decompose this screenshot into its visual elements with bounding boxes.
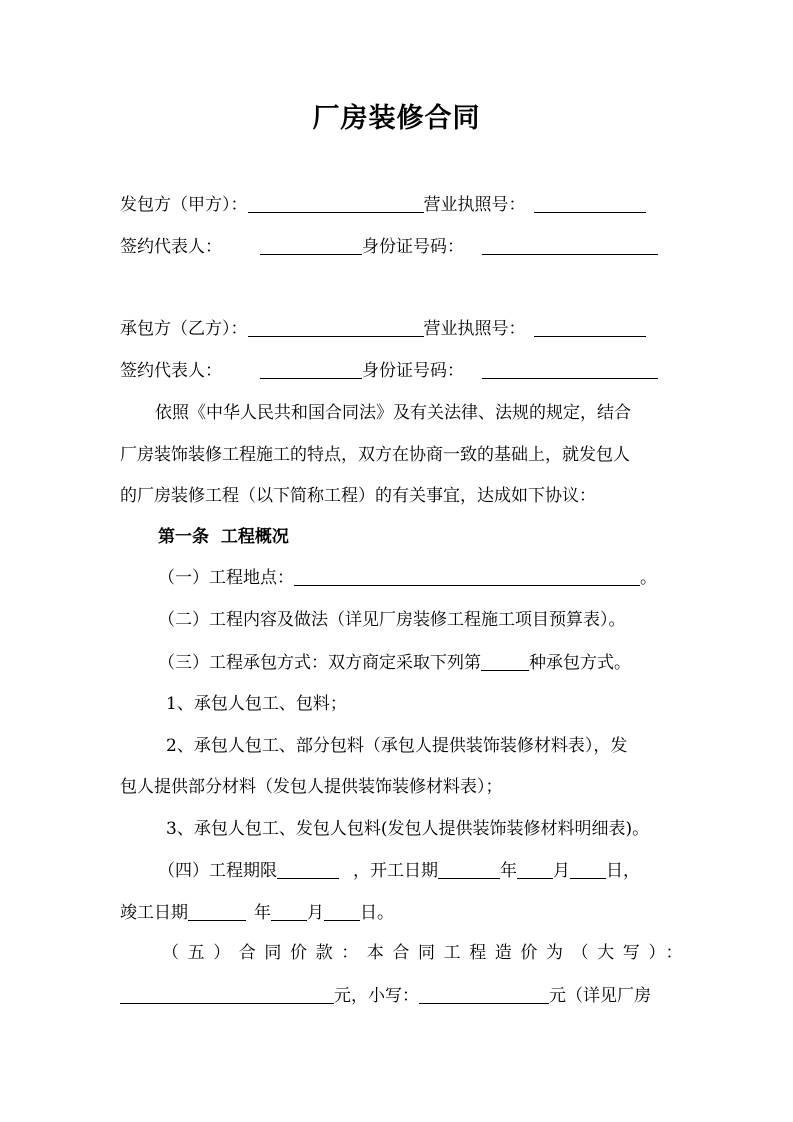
option-3: 3、承包人包工、发包人包料(发包人提供装饰装修材料明细表)。 — [166, 819, 650, 839]
article-1-heading: 第一条 工程概况 — [158, 527, 289, 547]
party-a-license-field[interactable] — [534, 194, 646, 213]
preamble-line-2: 厂房装饰装修工程施工的特点，双方在协商一致的基础上，就发包人 — [120, 445, 630, 465]
item-1-end: 。 — [640, 568, 657, 588]
party-a-license-label: 营业执照号： — [423, 195, 526, 215]
party-a-name-field[interactable] — [248, 194, 424, 213]
option-2-line-1: 2、承包人包工、部分包料（承包人提供装饰装修材料表），发 — [166, 736, 628, 756]
item-5: （五）合同价款：本合同工程造价为（大写）： — [162, 943, 692, 963]
price-tail: 元（详见厂房 — [549, 986, 651, 1006]
party-a-row — [120, 190, 646, 215]
item-3-pre: （三）工程承包方式：双方商定采取下列第 — [158, 653, 481, 673]
party-b-id-label: 身份证号码： — [362, 361, 464, 381]
option-2-line-2: 包人提供部分材料（发包人提供装饰装修材料表）； — [120, 777, 503, 797]
contract-type-field[interactable] — [481, 652, 529, 671]
start-year-field[interactable] — [438, 860, 500, 879]
finish-year-field[interactable] — [188, 902, 246, 921]
party-b-rep-label: 签约代表人： — [120, 361, 222, 381]
party-b-rep-field[interactable] — [260, 360, 362, 379]
start-day-unit: 日， — [606, 861, 640, 881]
finish-month-unit: 月 — [307, 903, 324, 923]
preamble-line-1: 依照《中华人民共和国合同法》及有关法律、法规的规定，结合 — [155, 403, 631, 423]
start-day-field[interactable] — [570, 860, 606, 879]
party-a-id-label: 身份证号码： — [362, 237, 464, 257]
project-location-field[interactable] — [294, 567, 640, 586]
price-small-label: 元，小写： — [334, 986, 419, 1006]
item-2: （二）工程内容及做法（详见厂房装修工程施工项目预算表）。 — [158, 610, 626, 630]
document-title: 厂房装修合同 — [312, 103, 481, 134]
party-a-rep-label: 签约代表人： — [120, 237, 222, 257]
party-a-rep-field[interactable] — [260, 236, 362, 255]
party-b-name-field[interactable] — [248, 318, 424, 337]
finish-year-unit: 年 — [254, 903, 271, 923]
finish-day-unit: 日。 — [360, 903, 394, 923]
party-b-license-label: 营业执照号： — [423, 319, 526, 339]
party-b-rep-row — [120, 356, 658, 381]
party-a-label: 发包方（甲方）： — [120, 195, 248, 215]
party-a-rep-row — [120, 232, 658, 257]
price-number-field[interactable] — [419, 985, 549, 1004]
item-4-label: （四）工程期限 — [158, 861, 277, 881]
party-b-row — [120, 314, 646, 339]
party-b-id-field[interactable] — [482, 360, 658, 379]
price-row — [120, 981, 651, 1006]
start-year-unit: 年 — [500, 861, 517, 881]
party-b-label: 承包方（乙方）： — [120, 319, 248, 339]
finish-date-row — [120, 898, 394, 923]
preamble-line-3: 的厂房装修工程（以下简称工程）的有关事宜，达成如下协议： — [120, 486, 596, 506]
price-capital-field[interactable] — [120, 985, 334, 1004]
item-3-post: 种承包方式。 — [529, 653, 631, 673]
item-1-label: （一）工程地点： — [158, 568, 294, 588]
finish-date-label: 竣工日期 — [120, 903, 188, 923]
option-1: 1、承包人包工、包料； — [166, 694, 347, 714]
start-month-unit: 月 — [553, 861, 570, 881]
item-1-row — [158, 563, 657, 588]
finish-month-field[interactable] — [271, 902, 307, 921]
duration-field[interactable] — [277, 860, 339, 879]
party-b-license-field[interactable] — [534, 318, 646, 337]
start-date-label: ，开工日期 — [353, 861, 438, 881]
start-month-field[interactable] — [517, 860, 553, 879]
item-4-row — [158, 856, 640, 881]
party-a-id-field[interactable] — [482, 236, 658, 255]
finish-day-field[interactable] — [324, 902, 360, 921]
item-3-row — [158, 648, 631, 673]
